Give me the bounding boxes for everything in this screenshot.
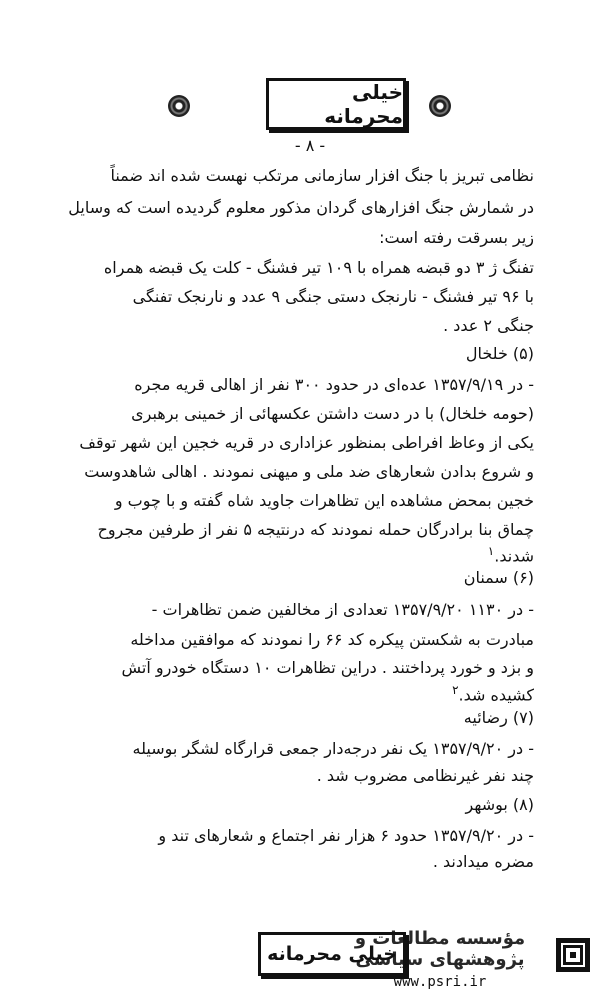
body-line: چماق بنا برادرگان حمله نمودند که درنتیجه ۵ نفر از طرفین مجروح [97,520,534,539]
classification-stamp-top: خیلی محرمانه [266,78,406,130]
footnote-mark: ۲ [452,683,459,697]
body-line: - در ۱۳۵۷/۹/۲۰ یک نفر درجه‌دار جمعی قرارگاه لشگر بوسیله [132,739,534,758]
body-line: - در ۱۱۳۰ ۱۳۵۷/۹/۲۰ تعدادی از مخالفین ضمن تظاهرات - [151,600,534,619]
rosette-ornament-icon [429,95,451,117]
classification-stamp-bottom: خیلی محرمانه [258,932,406,976]
body-line: - در ۱۳۵۷/۹/۱۹ عده‌ای در حدود ۳۰۰ نفر از اهالی قریه مجره [134,375,534,394]
body-line: نظامی تبریز با جنگ افزار سازمانی مرتکب نهست شده اند ضمناً [110,166,534,185]
body-line: خجین بمحض مشاهده این تظاهرات جاوید شاه گفته و با چوب و [114,491,534,510]
footnote-mark: ۱ [487,544,495,558]
psri-logo-icon [556,938,590,972]
body-line-text: کشیده شد. [458,685,534,705]
body-line: با ۹۶ تیر فشنگ - نارنجک دستی جنگی ۹ عدد و نارنجک تفنگی [132,287,534,306]
body-line: - در ۱۳۵۷/۹/۲۰ حدود ۶ هزار نفر اجتماع و شعارهای تند و [158,826,534,845]
body-line: زیر بسرقت رفته است: [379,228,534,247]
body-line [452,680,534,705]
watermark-title: مؤسسه مطالعات و پژوهشهای سیاسی [354,928,526,970]
section-heading: (۵) خلخال [465,344,534,363]
body-line: تفنگ ژ ۳ دو قبضه همراه با ۱۰۹ تیر فشنگ - کلت یک قبضه همراه [103,258,534,277]
body-line: در شمارش جنگ افزارهای گردان مذکور معلوم گردیده است که وسایل [68,198,534,217]
body-line: جنگی ۲ عدد . [443,316,534,335]
page-number: - ۸ - [294,136,326,155]
rosette-ornament-icon [168,95,190,117]
body-line: و بزد و خورد پرداختند . دراین تظاهرات ۱۰ دستگاه خودرو آتش [121,658,534,677]
body-line: (حومه خلخال) با در دست داشتن عکسهائی از خمینی برهبری [131,404,534,423]
body-line: چند نفر غیرنظامی مضروب شد . [316,766,534,785]
section-heading: (۸) بوشهر [465,795,534,814]
body-line: و شروع بدادن شعارهای ضد ملی و میهنی نمودند . اهالی شاهدوست [84,462,534,481]
body-line-text: شدند. [494,546,534,566]
body-line: مبادرت به شکستن پیکره کد ۶۶ را نمودند که موافقین مداخله [130,630,534,649]
body-line: مضره میدادند . [432,852,534,871]
watermark-url[interactable]: www.psri.ir [393,974,487,990]
body-line [488,541,534,566]
body-line: یکی از وعاظ افراطی بمنظور عزاداری در قریه خجین این شهر توقف [79,433,534,452]
section-heading: (۷) رضائیه [463,708,534,727]
publisher-watermark [330,928,550,990]
section-heading: (۶) سمنان [463,568,534,587]
